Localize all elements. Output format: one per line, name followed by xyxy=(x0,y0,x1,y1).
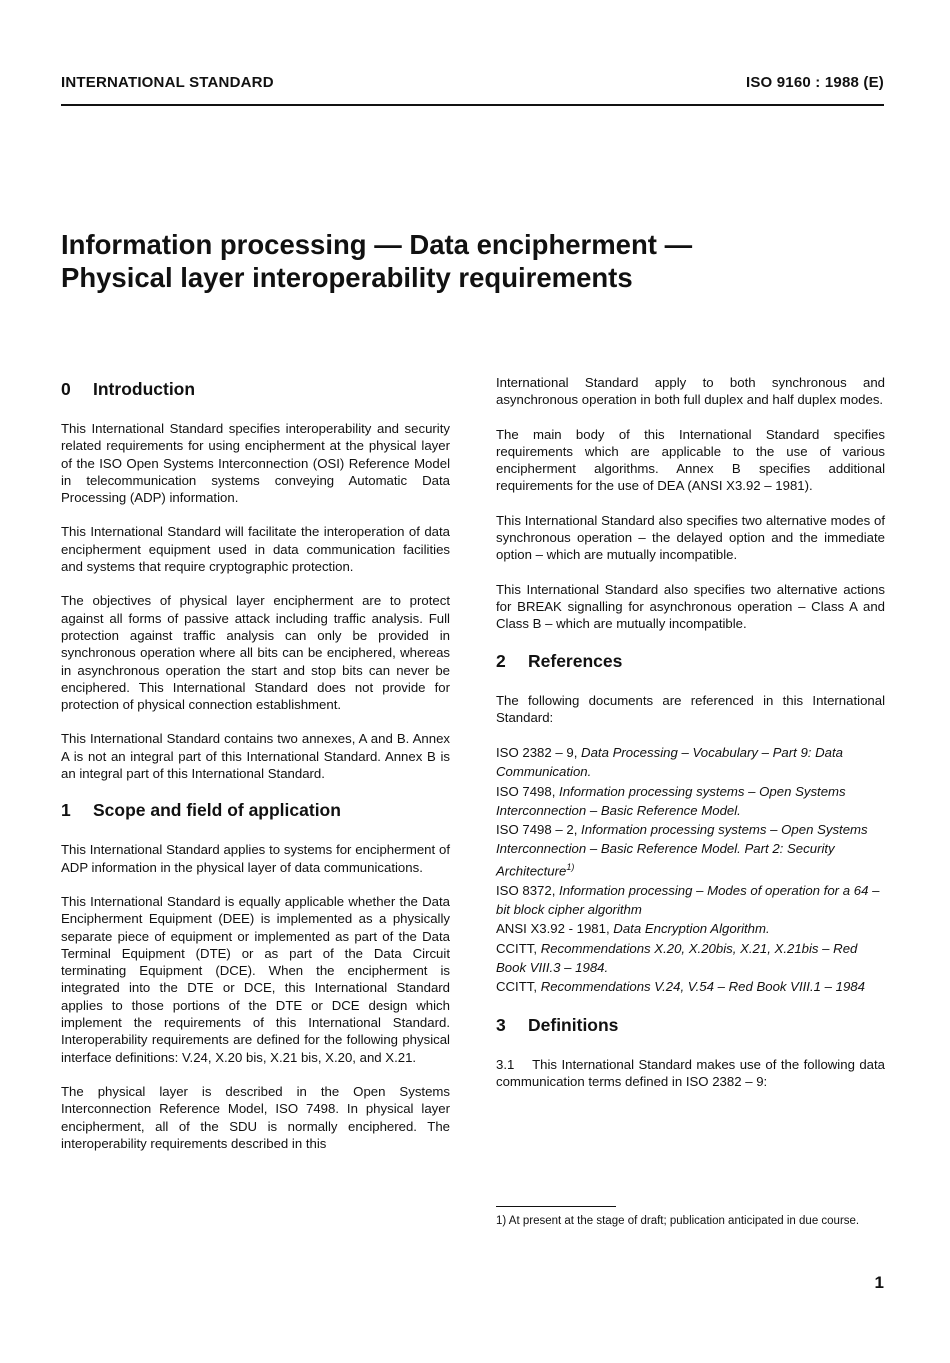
section-heading-introduction xyxy=(61,378,450,400)
clause xyxy=(496,1056,885,1091)
paragraph: The main body of this International Standard specifies requirements which are applicable to the use of various encipherment algorithms. Annex B specifies additional requirements for the use of DEA (ANSI X3.92 – 1981). xyxy=(496,426,885,494)
section-title: Definitions xyxy=(528,1015,619,1036)
document-title xyxy=(61,228,891,294)
reference-item: ISO 7498, Information processing systems – Open Systems Interconnection – Basic Reference Model. xyxy=(496,783,846,818)
section-number: 2 xyxy=(496,650,506,671)
reference-item: CCITT, Recommendations X.20, X.20bis, X.21, X.21bis – Red Book VIII.3 – 1984. xyxy=(496,940,858,975)
footnote-marker: 1) xyxy=(566,862,575,873)
title-line-2: Physical layer interoperability requirements xyxy=(61,262,633,293)
reference-item: CCITT, Recommendations V.24, V.54 – Red Book VIII.1 – 1984 xyxy=(496,978,865,994)
clause-number: 3.1 xyxy=(496,1057,515,1073)
section-heading-references xyxy=(496,650,885,672)
clause-text: This International Standard makes use of the following data communication terms defined in ISO 2382 – 9: xyxy=(496,1057,886,1090)
reference-item: ISO 7498 – 2, Information processing systems – Open Systems Interconnection – Basic Reference Model. Part 2: Security Architecture$^{1)}$ xyxy=(496,821,868,879)
footnote-rule xyxy=(496,1206,616,1207)
section-number: 3 xyxy=(496,1015,506,1036)
document-header-right: ISO 9160 : 1988 (E) xyxy=(745,74,884,91)
section-title: Scope and field of application xyxy=(93,800,341,821)
footnote: 1) At present at the stage of draft; publication anticipated in due course. xyxy=(496,1215,860,1227)
paragraph: This International Standard is equally applicable whether the Data Encipherment Equipment (DEE) is implemented as a physically separate piece of equipment or implemented as part of the Data Terminal Equipment (DTE) or as part of the Data Circuit terminating Equipment (DCE). When the encipherment is integrated into the DTE or DCE, this International Standard applies to those portions of the DTE or DCE design which implement the requirements of this International Standard. Interoperability requirements are defined for the following physical interface definitions: V.24, X.20 bis, X.21 bis, X.20, and X.21. xyxy=(61,893,450,1065)
section-heading-definitions xyxy=(496,1014,885,1036)
paragraph: This International Standard specifies interoperability and security related requirements for using encipherment at the physical layer of the ISO Open Systems Interconnection (OSI) Reference Model in telecommunication systems conveying Automatic Data Processing (ADP) information. xyxy=(61,421,450,506)
reference-item: ANSI X3.92 - 1981, Data Encryption Algorithm. xyxy=(496,921,770,937)
section-heading-scope xyxy=(61,799,450,821)
reference-list xyxy=(496,743,885,996)
paragraph: This International Standard contains two annexes, A and B. Annex A is not an integral part of this International Standard. Annex B is an integral part of this International Standard. xyxy=(61,731,450,782)
title-line-1: Information processing — Data encipherment — xyxy=(61,229,693,260)
paragraph: The following documents are referenced in this International Standard: xyxy=(496,692,885,725)
paragraph: The physical layer is described in the Open Systems Interconnection Reference Model, ISO 7498. In physical layer encipherment, all of the SDU is normally enciphered. The interoperability requirements described in this xyxy=(61,1083,450,1151)
section-title: References xyxy=(528,650,623,671)
left-column xyxy=(61,374,450,1169)
reference-item: ISO 8372, Information processing – Modes of operation for a 64 – bit block cipher algorithm xyxy=(496,882,880,918)
paragraph: This International Standard will facilitate the interoperation of data encipherment equipment used in data communication facilities and systems that require cryptographic protection. xyxy=(61,524,450,575)
paragraph: This International Standard also specifies two alternative actions for BREAK signalling for asynchronous operation – Class A and Class B – which are mutually incompatible. xyxy=(496,581,885,632)
header-rule xyxy=(61,104,884,106)
section-number: 1 xyxy=(61,800,71,821)
paragraph: International Standard apply to both synchronous and asynchronous operation in both full duplex and half duplex modes. xyxy=(496,375,885,408)
paragraph: This International Standard applies to systems for encipherment of ADP information in the physical layer of data communications. xyxy=(61,842,450,875)
document-header-left: INTERNATIONAL STANDARD xyxy=(61,74,274,91)
section-title: Introduction xyxy=(93,379,196,399)
paragraph: The objectives of physical layer encipherment are to protect against all forms of passive attack including traffic analysis. Full protection against traffic analysis can only be provided in synchronous operation where all bits can be enciphered, whereas in asynchronous operation the start and stop bits can never be enciphered. This International Standard does not provide for protection of physical connection establishment. xyxy=(61,593,450,713)
right-column xyxy=(496,374,885,1108)
reference-item: ISO 2382 – 9, Data Processing – Vocabulary – Part 9: Data Communication. xyxy=(496,745,843,780)
page-number: 1 xyxy=(874,1273,884,1292)
paragraph: This International Standard also specifies two alternative modes of synchronous operation – the delayed option and the immediate option – which are mutually incompatible. xyxy=(496,512,885,563)
section-number: 0 xyxy=(61,379,71,399)
